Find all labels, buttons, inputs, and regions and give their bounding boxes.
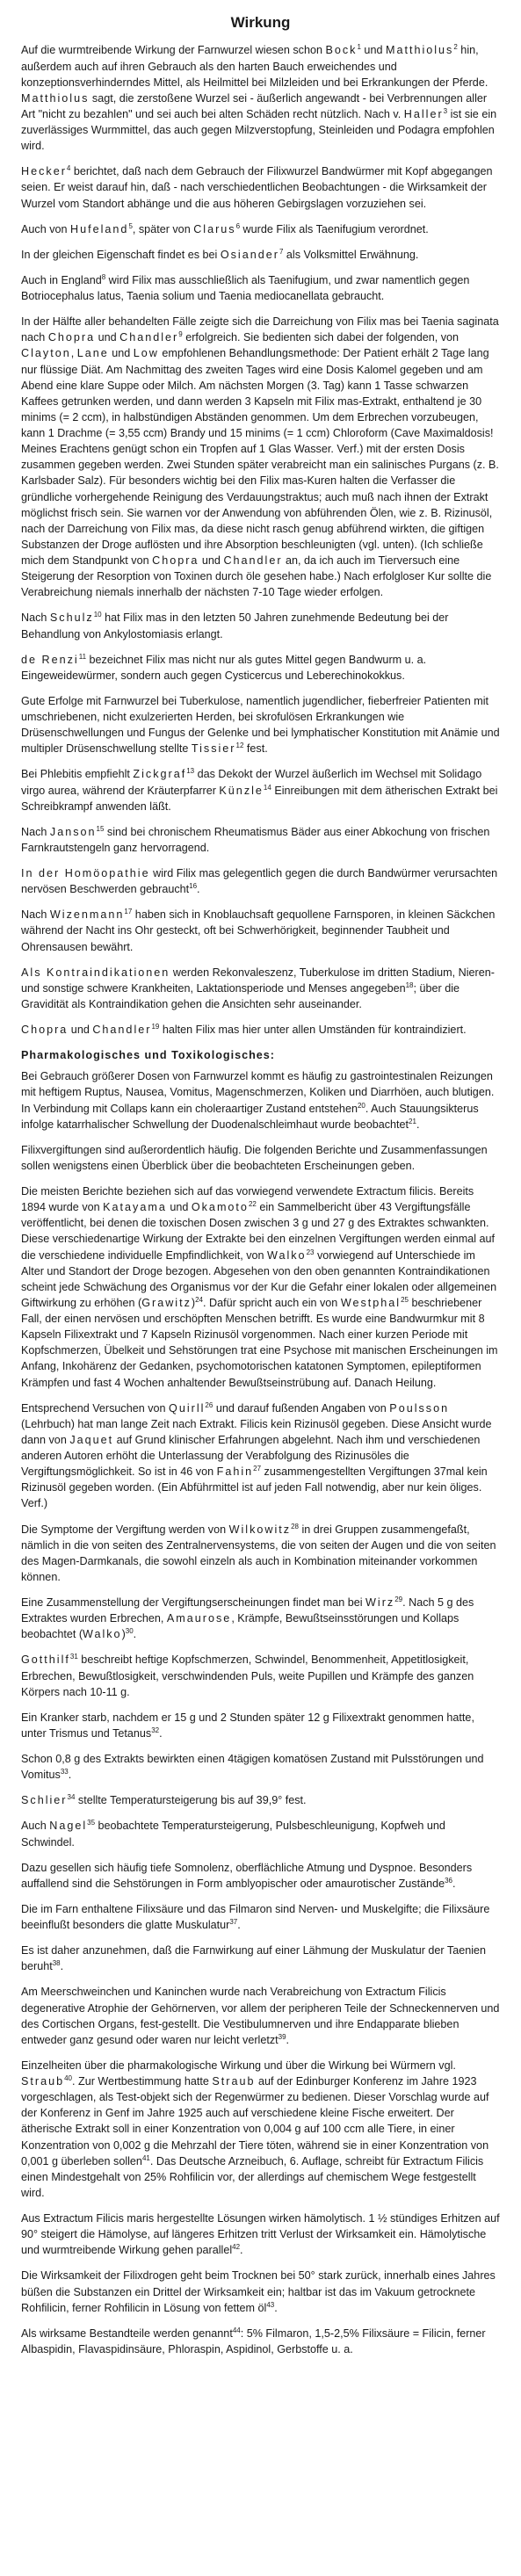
text-run: auf der Edinburger Konferenz im Jahre 1923 vorgeschlagen, als Test-objekt sich der Regenwürmer zu bedienen. Dieser Vorschlag wurde auf der Konferenz in Genf im Jahre 1925 auch auf verschiedene kleine Fische erweitert. Der ätherische Extrakt soll in einer Konzentration von 0,004 g auf 100 ccm alle Tiere, in einer Konzentration von 0,002 g die Mehrzahl der Tiere töten, während sie in einer Konzentration von 0,001 g überleben sollen	[21, 2075, 489, 2167]
paragraph	[21, 1751, 500, 1783]
footnote-ref: 16	[189, 882, 198, 891]
paragraph	[21, 42, 500, 154]
section-heading-pharmakologie: Pharmakologisches und Toxikologisches:	[21, 1049, 276, 1062]
text-run: Nach	[21, 908, 50, 922]
paragraph	[21, 652, 500, 684]
paragraph	[21, 221, 500, 237]
author-name: Low	[133, 347, 159, 360]
footnote-ref: 35	[87, 1819, 96, 1827]
text-run: wird Filix mas ausschließlich als Taenifugium, und zwar namentlich gegen Botriocephalus latus, Taenia solium und Taenia mediocanellata gebraucht.	[21, 273, 470, 303]
text-run: . Zur Wertbestimmung hatte	[72, 2075, 213, 2088]
text-run: Aus Extractum Filicis maris hergestellte Lösungen wirken hämolytisch. 1 ½ stündiges Erhitzen auf 90° steigert die Hämolyse, auf längeres Erhitzen tritt Verlust der Wirksamkeit ein. Hämolytische und wurmtreibende Wirkung gehen parallel	[21, 2212, 500, 2257]
text-run: Einreibungen mit dem ätherischen Extrakt bei Schreibkrampf anwenden läßt.	[21, 784, 498, 813]
paragraph	[21, 1901, 500, 1933]
author-name: Tissier	[191, 742, 236, 756]
paragraph	[21, 2268, 500, 2315]
text-run: .	[416, 1118, 420, 1131]
author-name: Wilkowitz	[228, 1523, 292, 1536]
paragraph	[21, 163, 500, 211]
author-name: Matthiolus	[21, 91, 90, 105]
paragraph	[21, 610, 500, 641]
footnote-ref: 1	[357, 43, 361, 52]
text-run: sind bei chronischem Rheumatismus Bäder aus einer Abkochung von frischen Farnkrautstengeln ganz hervorragend.	[21, 825, 490, 854]
author-name: Clarus	[193, 222, 236, 235]
text-run: wird Filix mas gelegentlich gegen die durch Bandwürmer verursachten nervösen Beschwerden gebraucht	[21, 867, 498, 896]
author-name: Künzle	[219, 784, 264, 797]
author-name: Hecker	[21, 165, 67, 178]
footnote-ref: 10	[93, 611, 102, 619]
paragraph	[21, 965, 500, 1012]
author-name: In der Homöopathie	[21, 867, 150, 880]
text-run: Dazu gesellen sich häufig tiefe Somnolenz, oberflächliche Atmung und Dyspnoe. Besonders auffallend sind die Sehstörungen in Form amblyopischer oder amaurotischer Zustände	[21, 1861, 473, 1890]
text-run: Die Wirksamkeit der Filixdrogen geht beim Trocknen bei 50° stark zurück, innerhalb eines Jahres büßen die Substanzen ein Drittel der Wirksamkeit ein; haltbar ist das im Vakuum getrocknete Rohfilicin, ferner Rohfilicin in Lösung von fettem öl	[21, 2269, 496, 2314]
text-run: . Auch Stauungsikterus infolge katarrhalischer Schwellung der Duodenalschleimhaut wurde beobachtet	[21, 1102, 479, 1131]
footnote-ref: 31	[69, 1653, 78, 1661]
author-name: Chandler	[223, 554, 283, 568]
footnote-ref: 4	[66, 164, 71, 173]
text-run: als Volksmittel Erwähnung.	[283, 248, 419, 261]
footnote-ref: 18	[405, 980, 414, 989]
author-name: Chopra	[152, 554, 199, 568]
footnote-ref: 29	[394, 1595, 403, 1603]
footnote-ref: 15	[96, 824, 105, 833]
author-name: Walko	[83, 1628, 122, 1641]
footnote-ref: 39	[278, 2032, 286, 2041]
author-name: Katayama	[103, 1201, 167, 1214]
author-name: Westphal	[340, 1296, 402, 1309]
text-run: erfolgreich. Sie bedienten sich dabei der folgenden, von	[182, 331, 459, 344]
text-run: in drei Gruppen zusammengefaßt, nämlich in die von seiten des Zentralnervensystems, die von seiten der Augen und die von seiten des Magen-Darmkanals, die sowohl einzeln als auch in Kombination miteinander vorkommen können.	[21, 1523, 496, 1583]
text-run: und	[68, 1024, 93, 1037]
author-name: Janson	[49, 825, 97, 838]
text-run: .	[159, 1726, 163, 1740]
footnote-ref: 17	[124, 908, 133, 916]
text-run: Bei Phlebitis empfiehlt	[21, 768, 134, 781]
text-run: sagt, die zerstoßene Wurzel sei - äußerlich angewandt - bei Verbrennungen aller Art "nicht zu bezahlen" und sei auch bei alten Schäden recht nützlich. Nach v.	[21, 91, 488, 120]
author-name: Chopra	[47, 331, 96, 344]
author-name: Zickgraf	[133, 768, 187, 781]
author-name: Schulz	[49, 611, 94, 625]
footnote-ref: 33	[60, 1768, 69, 1776]
paragraph	[21, 1860, 500, 1892]
text-run: zusammengestellten Vergiftungen 37mal kein Rizinusöl gegeben worden. (Ein Abführmittel ist auf jeden Fall notwendig, aber nur kein öliges. Verf.)	[21, 1465, 488, 1510]
footnote-ref: 41	[141, 2153, 150, 2162]
text-run: und	[95, 331, 120, 344]
paragraph	[21, 1710, 500, 1741]
footnote-ref: 7	[279, 247, 284, 256]
text-run: , später von	[132, 222, 194, 235]
footnote-ref: 25	[401, 1295, 409, 1304]
text-run: Es ist daher anzunehmen, daß die Farnwirkung auf einer Lähmung der Muskulatur der Taenien beruht	[21, 1944, 487, 1973]
footnote-ref: 26	[205, 1400, 213, 1409]
author-name: Clayton	[21, 347, 71, 360]
section-pharmakologie	[21, 1068, 500, 2357]
footnote-ref: 20	[357, 1101, 365, 1110]
text-run: das Dekokt der Wurzel äußerlich im Wechsel mit Solidago virgo aurea, während der Kräuterpfarrer	[21, 768, 482, 797]
text-run: und	[360, 44, 386, 57]
text-run: Ein Kranker starb, nachdem er 15 g und 2 Stunden später 12 g Filixextrakt genommen hatte, unter Trismus und Tetanus	[21, 1711, 474, 1740]
footnote-ref: 8	[101, 272, 106, 281]
text-run: ein Sammelbericht über 43 Vergiftungsfälle veröffentlicht, bei denen die toxischen Dosen zwischen 3 g und 27 g des Extraktes schwankten. Diese verschiedenartige Wirkung der Extrakte bei den einzelnen Vergiftungen werden einmal auf die verschiedene individuelle Empfindlichkeit, von	[21, 1201, 496, 1262]
text-run: Gute Erfolge mit Farnwurzel bei Tuberkulose, namentlich jugendlicher, fieberfreier Patienten mit umschriebenen, nicht exulzerierten Herden, bei skrofulösen Erkrankungen wie Drüsenschwellungen und Fungus der Gelenke und bei lymphatischer Konstitution mit Anämie und multipler Drüsenschwellung stellte	[21, 694, 500, 756]
author-name: Poulsson	[389, 1401, 450, 1415]
text-run: beobachtete Temperatursteigerung, Pulsbeschleunigung, Kopfweh und Schwindel.	[21, 1820, 445, 1849]
footnote-ref: 24	[195, 1295, 203, 1304]
text-run: Auch	[21, 1820, 50, 1833]
paragraph	[21, 1068, 500, 1132]
paragraph	[21, 247, 500, 263]
text-run: und darauf fußenden Angaben von	[213, 1401, 390, 1415]
text-run: . Das Deutsche Arzneibuch, 6. Auflage, schreibt für Extractum Filicis einen Mindestgehalt von 25% Rohfilicin vor, der allerdings auf chemischem Wege festgestellt wird.	[21, 2154, 484, 2199]
text-run: haben sich in Knoblauchsaft gequollene Farnsporen, in kleinen Säckchen während der Nacht ins Ohr gesteckt, oft bei Schwerhörigkeit, beginnender Taubheit und Ohrensausen bewährt.	[21, 908, 496, 953]
author-name: Jaquet	[69, 1433, 114, 1446]
text-run: Die meisten Berichte beziehen sich auf das vorwiegend verwendete Extractum filicis. Bereits 1894 wurde von	[21, 1185, 474, 1214]
paragraph	[21, 272, 500, 304]
footnote-ref: 5	[128, 221, 133, 230]
text-run: .	[452, 1877, 456, 1890]
text-run: .	[240, 2244, 243, 2257]
author-name: Wizenmann	[49, 908, 125, 922]
footnote-ref: 2	[453, 43, 458, 52]
author-name: Straub	[212, 2075, 256, 2088]
author-name: Osiander	[220, 248, 279, 261]
paragraph	[21, 907, 500, 954]
author-name: Wirz	[365, 1596, 395, 1610]
author-name: de Renzi	[21, 653, 79, 666]
paragraph	[21, 1142, 500, 1174]
text-run: .	[274, 2301, 278, 2314]
author-name: Gotthilf	[21, 1653, 70, 1667]
text-run: und	[108, 347, 134, 360]
footnote-ref: 32	[151, 1726, 160, 1734]
author-name: Haller	[403, 107, 444, 120]
text-run: beschriebener Fall, der einen nervösen und erschöpften Menschen betrifft. Es wurde eine Bandwurmkur mit 8 Kapseln Filixextrakt und 7 Kapseln Rizinusöl vorgenommen. Nach einer kurzen Periode mit Kopfschmerzen, Übelkeit und Sehstörungen trat eine Psychose mit manischen Erscheinungen im Anfang, Inkohärenz der Gedanken, psychomotorischen katatonen Symptomen, epileptiformen Krämpfen und fast 4 Wochen anhaltender Bewußtseinstrübung auf. Danach Heilung.	[21, 1296, 498, 1389]
text-run: stellte Temperatursteigerung bis auf 39,9° fest.	[75, 1794, 307, 1807]
paragraph	[21, 2058, 500, 2201]
text-run: halten Filix mas hier unter allen Umständen für kontraindiziert.	[159, 1024, 467, 1037]
text-run: Entsprechend Versuchen von	[21, 1401, 170, 1415]
paragraph	[21, 1022, 500, 1038]
footnote-ref: 37	[229, 1917, 238, 1926]
author-name: Okamoto	[191, 1201, 249, 1214]
text-run: .	[286, 2033, 290, 2046]
paragraph	[21, 1183, 500, 1391]
paragraph	[21, 693, 500, 757]
paragraph	[21, 2211, 500, 2258]
author-name: Walko	[267, 1248, 307, 1262]
footnote-ref: 30	[125, 1627, 134, 1636]
author-name: Amaurose	[166, 1612, 232, 1625]
text-run: Eine Zusammenstellung der Vergiftungserscheinungen findet man bei	[21, 1596, 366, 1610]
text-run: : 5% Filmaron, 1,5-2,5% Filixsäure = Filicin, ferner Albaspidin, Flavaspidinsäure, Phloraspin, Aspidinol, Gerbstoffe u. a.	[21, 2326, 486, 2355]
text-run: )	[121, 1628, 126, 1641]
text-run: Nach	[21, 825, 50, 838]
text-run: Auch in England	[21, 273, 102, 286]
author-name: Chopra	[21, 1024, 69, 1037]
text-run: In der gleichen Eigenschaft findet es bei	[21, 248, 221, 261]
text-run: . Dafür spricht auch ein von	[203, 1296, 341, 1309]
text-run: fest.	[243, 742, 268, 756]
text-run: Auch von	[21, 222, 71, 235]
author-name: Chandler	[92, 1024, 152, 1037]
footnote-ref: 3	[443, 106, 448, 115]
footnote-ref: 13	[186, 767, 195, 776]
text-run: und	[166, 1201, 192, 1214]
text-run: Als wirksame Bestandteile werden genannt	[21, 2326, 233, 2340]
text-run: .	[60, 1960, 64, 1973]
author-name: Lane	[76, 347, 109, 360]
footnote-ref: 19	[151, 1022, 160, 1031]
text-run: Nach	[21, 611, 50, 625]
text-run: bezeichnet Filix mas nicht nur als gutes Mittel gegen Bandwurm u. a. Eingeweidewürmer, sondern auch gegen Cysticercus und Leberechinokokkus.	[21, 653, 427, 682]
author-name: Quirll	[169, 1401, 206, 1415]
document-title: Wirkung	[230, 14, 291, 31]
author-name: Grawitz	[141, 1296, 192, 1309]
text-run: . Nach 5 g des Extraktes wurden Erbrechen,	[21, 1596, 474, 1625]
text-run: .	[68, 1769, 72, 1782]
footnote-ref: 14	[263, 783, 271, 792]
footnote-ref: 42	[232, 2243, 241, 2252]
text-run: )	[191, 1296, 196, 1309]
paragraph	[21, 824, 500, 856]
footnote-ref: 36	[445, 1876, 453, 1885]
text-run: beschreibt heftige Kopfschmerzen, Schwindel, Benommenheit, Appetitlosigkeit, Erbrechen, Bewußtlosigkeit, verschwindenden Puls, weite Pupillen und Krämpfe des ganzen Körpers nach 10-11 g.	[21, 1653, 474, 1698]
text-run: auf Grund klinischer Erfahrungen abgelehnt. Nach ihm und verschiedenen anderen Autoren erhöht die Unterlassung der Verabfolgung des Rizinusöles die Vergiftungsmöglichkeit. So ist in 46 von	[21, 1433, 481, 1479]
footnote-ref: 44	[232, 2326, 241, 2334]
footnote-ref: 22	[248, 1200, 257, 1209]
footnote-ref: 9	[178, 330, 183, 339]
text-run: hin, außerdem auch auf ihren Gebrauch als den harten Bauch erweichendes und konzeptionsverhinderndes Mittel, als Heilmittel bei Milzleiden und bei Erkrankungen der Pferde.	[21, 44, 488, 89]
text-run: Am Meerschweinchen und Kaninchen wurde nach Verabreichung von Extractum Filicis degenerative Atrophie der Gehörnerven, vor allem der peripheren Teile der Schneckennerven und des Cortischen Organs, fest-gestellt. Die Vestibulumnerven und ihre Endapparate blieben entweder ganz gesund oder waren nur leicht verletzt	[21, 1986, 500, 2046]
text-run: Auf die wurmtreibende Wirkung der Farnwurzel wiesen schon	[21, 44, 326, 57]
text-run: (Lehrbuch) hat man lange Zeit nach Extrakt. Filicis kein Rizinusöl gegeben. Diese Ansicht wurde dann von	[21, 1417, 492, 1446]
text-run: Die Symptome der Vergiftung werden von	[21, 1523, 229, 1536]
text-run: ; über die Gravidität als Kontraindikation gehen die Ansichten sehr auseinander.	[21, 981, 460, 1010]
text-run: , Krämpfe, Bewußtseinsstörungen und Kollaps beobachtet (	[21, 1612, 459, 1641]
text-run: .	[133, 1628, 137, 1641]
footnote-ref: 34	[67, 1793, 76, 1802]
text-run: empfohlenen Behandlungsmethode: Der Patient erhält 2 Tage lang nur flüssige Diät. Am Nachmittag des zweiten Tages wird eine Dosis Kalomel gegeben und am Abend eine klare Suppe oder Milch. Am nächsten Morgen (3. Tag) kann 1 Tasse schwarzen Kaffees getrunken werden, und dann werden 3 Kapseln mit Filix mas-Extrakt, enthaltend je 30 minims (= 2 ccm), in halbstündigen Abständen genommen. Um dem Erbrechen vorzubeugen, kann 1 Drachme (= 3,55 ccm) Brandy und 15 minims (= 1 ccm) Chloroform (Cave Maximaldosis! Meines Erachtens genügt schon ein Tropfen auf 1 Glas Wasser. Verf.) mit der ersten Dosis zusammen gegeben werden. Zwei Stunden später verabreicht man ein salinisches Purgans (z. B. Karlsbader Salz). Für besonders wichtig bei den Filix mas-Kuren halten die Verfasser die gründliche vorhergehende Reinigung des Verdauungstraktus; auch muß nach ihnen der Extrakt möglichst frisch sein. Sie warnen vor der Anwendung von abführenden Ölen, wie z. B. Rizinusöl, nach der Darreichung von Filix mas, da diese nicht rasch genug abführend wirkten, die giftigen Substanzen der Droge auflösten und ihre Absorption beschleunigten (vgl. unten). (Ich schließe mich dem Standpunkt von	[21, 347, 499, 568]
footnote-ref: 38	[52, 1959, 61, 1968]
text-run: In der Hälfte aller behandelten Fälle zeigte sich die Darreichung von Filix mas bei Taenia saginata nach	[21, 315, 499, 344]
author-name: Nagel	[49, 1820, 88, 1833]
text-run: Bei Gebrauch größerer Dosen von Farnwurzel kommt es häufig zu gastrointestinalen Reizungen mit heftigem Ruptus, Nausea, Vomitus, Magenschmerzen, Koliken und Diarrhöen, auch blutigen. In Verbindung mit Collaps kann ein choleraartiger Zustand entstehen	[21, 1070, 495, 1115]
text-run: Filixvergiftungen sind außerordentlich häufig. Die folgenden Berichte und Zusammenfassungen sollen wenigstens einen Überblick über die beobachteten Erscheinungen geben.	[21, 1143, 488, 1172]
text-run: an, da ich auch im Tierversuch eine Steigerung der Resorption von Toxinen durch öle gesehen habe.) Nach erfolgloser Kur sollte die Verabreichung niemals innerhalb der nächsten 7-10 Tage wieder erfolgen.	[21, 554, 492, 599]
footnote-ref: 28	[291, 1522, 299, 1530]
text-run: werden Rekonvaleszenz, Tuberkulose im dritten Stadium, Nieren- und sonstige schwere Krankheiten, Laktationsperiode und Menses angegeben	[21, 966, 495, 995]
text-run: ,	[70, 347, 77, 360]
text-run: .	[197, 883, 200, 896]
paragraph	[21, 766, 500, 814]
author-name: Als Kontraindikationen	[21, 966, 170, 979]
text-run: vorwiegend auf Unterschiede im Alter und Standort der Droge bezogen. Abgesehen von den oben genannten Kontraindikationen scheint jede Schwächung des Organismus vor der Kur die Gefahr einer lokalen oder allgemeinen Giftwirkung zu erhöhen (	[21, 1248, 497, 1309]
section-wirkung	[21, 42, 500, 1038]
footnote-ref: 12	[235, 742, 244, 750]
paragraph	[21, 1818, 500, 1849]
text-run: wurde Filix als Taenifugium verordnet.	[240, 222, 429, 235]
author-name: Straub	[21, 2075, 65, 2088]
paragraph	[21, 2326, 500, 2357]
text-run: berichtet, daß nach dem Gebrauch der Filixwurzel Bandwürmer mit Kopf abgegangen seien. Er weist darauf hin, daß - nach verschiedentlichen Beobachtungen - die Wirksamkeit der Wurzel vom Standort abhänge und die aus höheren Gebirgslagen vorzuziehen sei.	[21, 165, 493, 210]
author-name: Matthiolus	[385, 44, 454, 57]
footnote-ref: 6	[235, 221, 241, 230]
footnote-ref: 23	[306, 1248, 315, 1256]
text-run: .	[237, 1919, 241, 1932]
author-name: Bock	[325, 44, 358, 57]
text-run: Schon 0,8 g des Extrakts bewirkten einen 4tägigen komatösen Zustand mit Pulsstörungen und Vomitus	[21, 1753, 484, 1782]
paragraph	[21, 865, 500, 897]
footnote-ref: 43	[266, 2300, 275, 2309]
text-run: Einzelheiten über die pharmakologische Wirkung und über die Wirkung bei Würmern vgl.	[21, 2059, 456, 2072]
paragraph	[21, 1400, 500, 1512]
text-run: ist sie ein zuverlässiges Wurmmittel, das auch gegen Milzverstopfung, Steinleiden und Podagra empfohlen wird.	[21, 107, 497, 153]
footnote-ref: 11	[78, 652, 87, 661]
author-name: Hufeland	[70, 222, 129, 235]
footnote-ref: 27	[253, 1465, 262, 1473]
paragraph	[21, 1984, 500, 2048]
paragraph	[21, 1792, 500, 1808]
paragraph	[21, 1595, 500, 1642]
author-name: Chandler	[119, 331, 179, 344]
paragraph	[21, 1943, 500, 1974]
footnote-ref: 21	[409, 1117, 416, 1125]
text-run: Die im Farn enthaltene Filixsäure und das Filmaron sind Nerven- und Muskelgifte; die Filixsäure beeinflußt besonders die glatte Muskulatur	[21, 1902, 490, 1932]
paragraph	[21, 1652, 500, 1699]
author-name: Fahin	[216, 1465, 254, 1479]
author-name: Schlier	[21, 1794, 68, 1807]
paragraph	[21, 314, 500, 600]
text-run: hat Filix mas in den letzten 50 Jahren zunehmende Bedeutung bei der Behandlung von Ankylostomiasis erlangt.	[21, 611, 449, 640]
paragraph	[21, 1522, 500, 1586]
footnote-ref: 40	[64, 2073, 73, 2082]
text-run: und	[199, 554, 224, 568]
